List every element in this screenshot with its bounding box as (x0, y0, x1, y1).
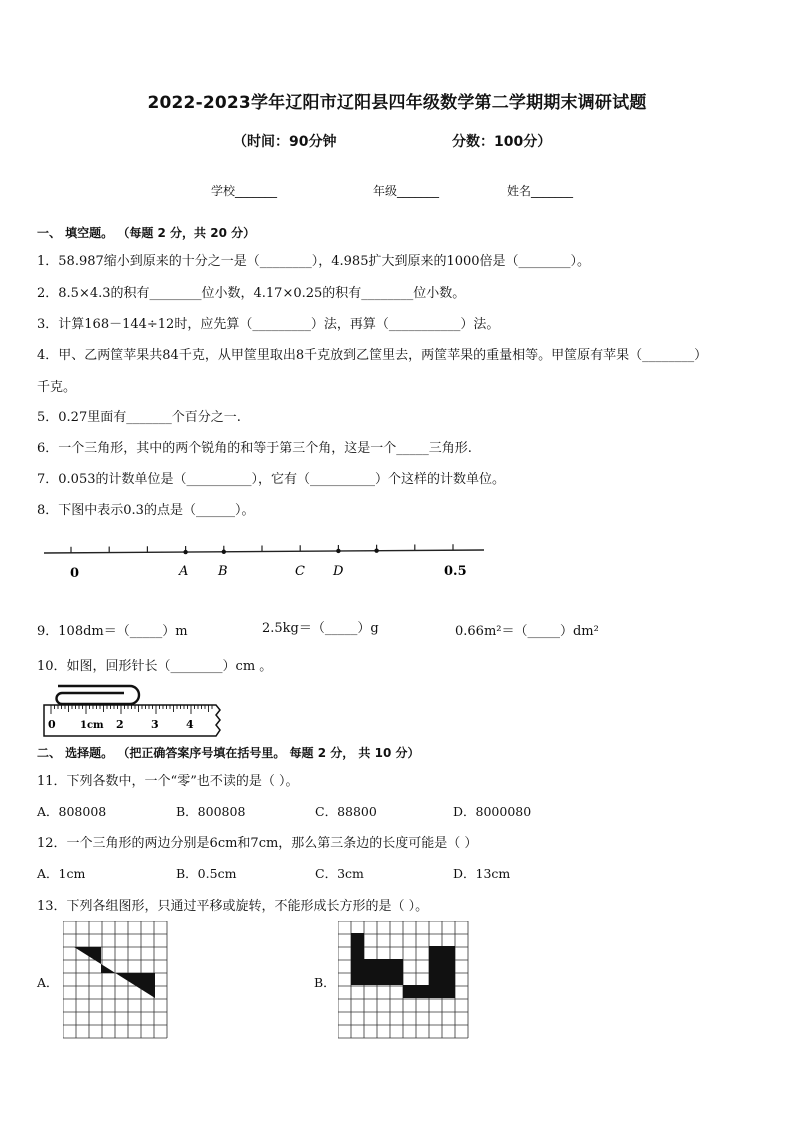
nl-point (222, 550, 226, 554)
question-5: 5．0.27里面有_______个百分之一. (37, 410, 241, 425)
question-9b: 2.5kg＝（_____）g (262, 621, 379, 636)
question-4-cont: 千克。 (37, 380, 77, 395)
ruler-label-0: 0 (48, 718, 56, 731)
exam-time: （时间：90分钟 (233, 134, 337, 150)
q12-option-a: A．1cm (37, 866, 86, 881)
shape-a-1 (74, 947, 155, 998)
section2-heading: 二、 选择题。 （把正确答案序号填在括号里。 每题 2 分， 共 10 分） (37, 746, 420, 760)
q13-option-b-label: B． (314, 975, 336, 990)
nl-point (183, 550, 187, 554)
ruler-label-1cm: 1cm (80, 720, 104, 731)
q11-option-b: B．800808 (176, 804, 246, 819)
question-4: 4．甲、乙两筐苹果共84千克，从甲筐里取出8千克放到乙筐里去，两筐苹果的重量相等。甲筐原有苹果（________） (37, 348, 708, 363)
question-9a: 9．108dm＝（_____）m (37, 624, 188, 639)
section1-heading: 一、 填空题。 （每题 2 分，共 20 分） (37, 226, 256, 240)
question-3: 3．计算168－144÷12时，应先算（_________）法，再算（___________）法。 (37, 317, 500, 332)
q12-option-d: D．13cm (453, 866, 511, 881)
q12-option-b: B．0.5cm (176, 866, 237, 881)
q11-option-c: C．88800 (315, 804, 377, 819)
question-6: 6．一个三角形，其中的两个锐角的和等于第三个角，这是一个_____三角形. (37, 441, 472, 456)
question-11: 11．下列各数中，一个“零”也不读的是（ ）。 (37, 774, 299, 789)
number-line-figure (40, 538, 490, 584)
school-field: 学校_______ (211, 184, 278, 198)
question-13: 13．下列各组图形，只通过平移或旋转，不能形成长方形的是（ ）。 (37, 899, 429, 914)
question-7: 7．0.053的计数单位是（__________），它有（__________）个这样的计数单位。 (37, 472, 505, 487)
nl-label-0: 0 (70, 566, 80, 581)
nl-label-05: 0.5 (444, 564, 467, 579)
question-2: 2．8.5×4.3的积有________位小数，4.17×0.25的积有________位小数。 (37, 286, 466, 301)
q11-option-a: A．808008 (37, 804, 107, 819)
grade-field: 年级_______ (373, 184, 440, 198)
exam-score: 分数：100分） (452, 134, 552, 150)
ruler-label-2: 2 (116, 718, 124, 731)
paperclip-icon (57, 686, 140, 704)
q13-option-a-label: A． (37, 975, 59, 990)
q13-figure-a (63, 921, 173, 1041)
nl-label-a: A (179, 564, 189, 579)
question-8: 8．下图中表示0.3的点是（______）。 (37, 503, 255, 518)
question-1: 1．58.987缩小到原来的十分之一是（________），4.985扩大到原来的1000倍是（________）。 (37, 254, 591, 269)
name-field: 姓名_______ (507, 184, 574, 198)
q11-option-d: D．8000080 (453, 804, 532, 819)
shape-b-2 (403, 946, 455, 998)
q12-option-c: C．3cm (315, 866, 364, 881)
ruler-label-3: 3 (151, 718, 159, 731)
q13-figure-b (338, 921, 473, 1041)
page-title: 2022-2023学年辽阳市辽阳县四年级数学第二学期期末调研试题 (147, 93, 647, 113)
nl-label-d: D (333, 564, 344, 579)
nl-point (374, 549, 378, 553)
ruler-label-4: 4 (186, 718, 194, 731)
question-12: 12．一个三角形的两边分别是6cm和7cm，那么第三条边的长度可能是（ ） (37, 836, 478, 851)
nl-label-c: C (295, 564, 305, 579)
ruler-figure (40, 682, 230, 740)
number-line-axis (44, 550, 484, 553)
question-10: 10．如图，回形针长（________）cm 。 (37, 659, 273, 674)
question-9c: 0.66m²＝（_____）dm² (455, 624, 599, 639)
nl-point (336, 549, 340, 553)
nl-label-b: B (218, 564, 228, 579)
